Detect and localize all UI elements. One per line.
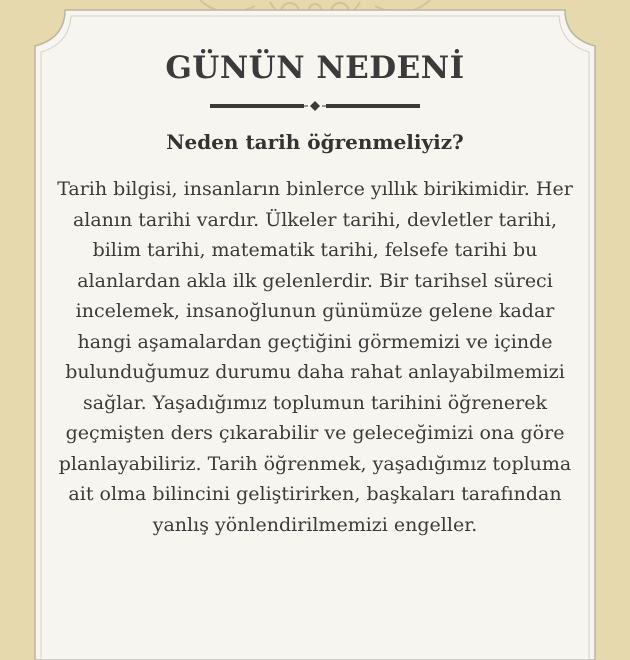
card-body-text: Tarih bilgisi, insanların binlerce yıllık birikimidir. Her alanın tarihi vardır. Ülkeler tarihi, devletler tarihi, bilim tarihi, matematik tarihi, felsefe tarihi bu alanlardan akla ilk gelenlerdir. Bir tarihsel süreci incelemek, insanoğlunun günümüze gelene kadar hangi aşamalardan geçtiğini görmemizi ve içinde bulunduğumuz durumu daha rahat anlayabilmemizi sağlar. Yaşadığımız toplumun tarihini öğrenerek geçmişten ders çıkarabilir ve geleceğimizi ona göre planlayabiliriz. Tarih öğrenmek, yaşadığımız topluma ait olma bilincini geliştirirken, başkaları tarafından yanlış yönlendirilmemizi engeller. [57,178,573,536]
card-question: Neden tarih öğrenmeliyiz? [166,130,464,154]
reason-card [40,40,590,540]
card-title: GÜNÜN NEDENİ [165,50,465,86]
title-divider-icon [210,100,420,112]
